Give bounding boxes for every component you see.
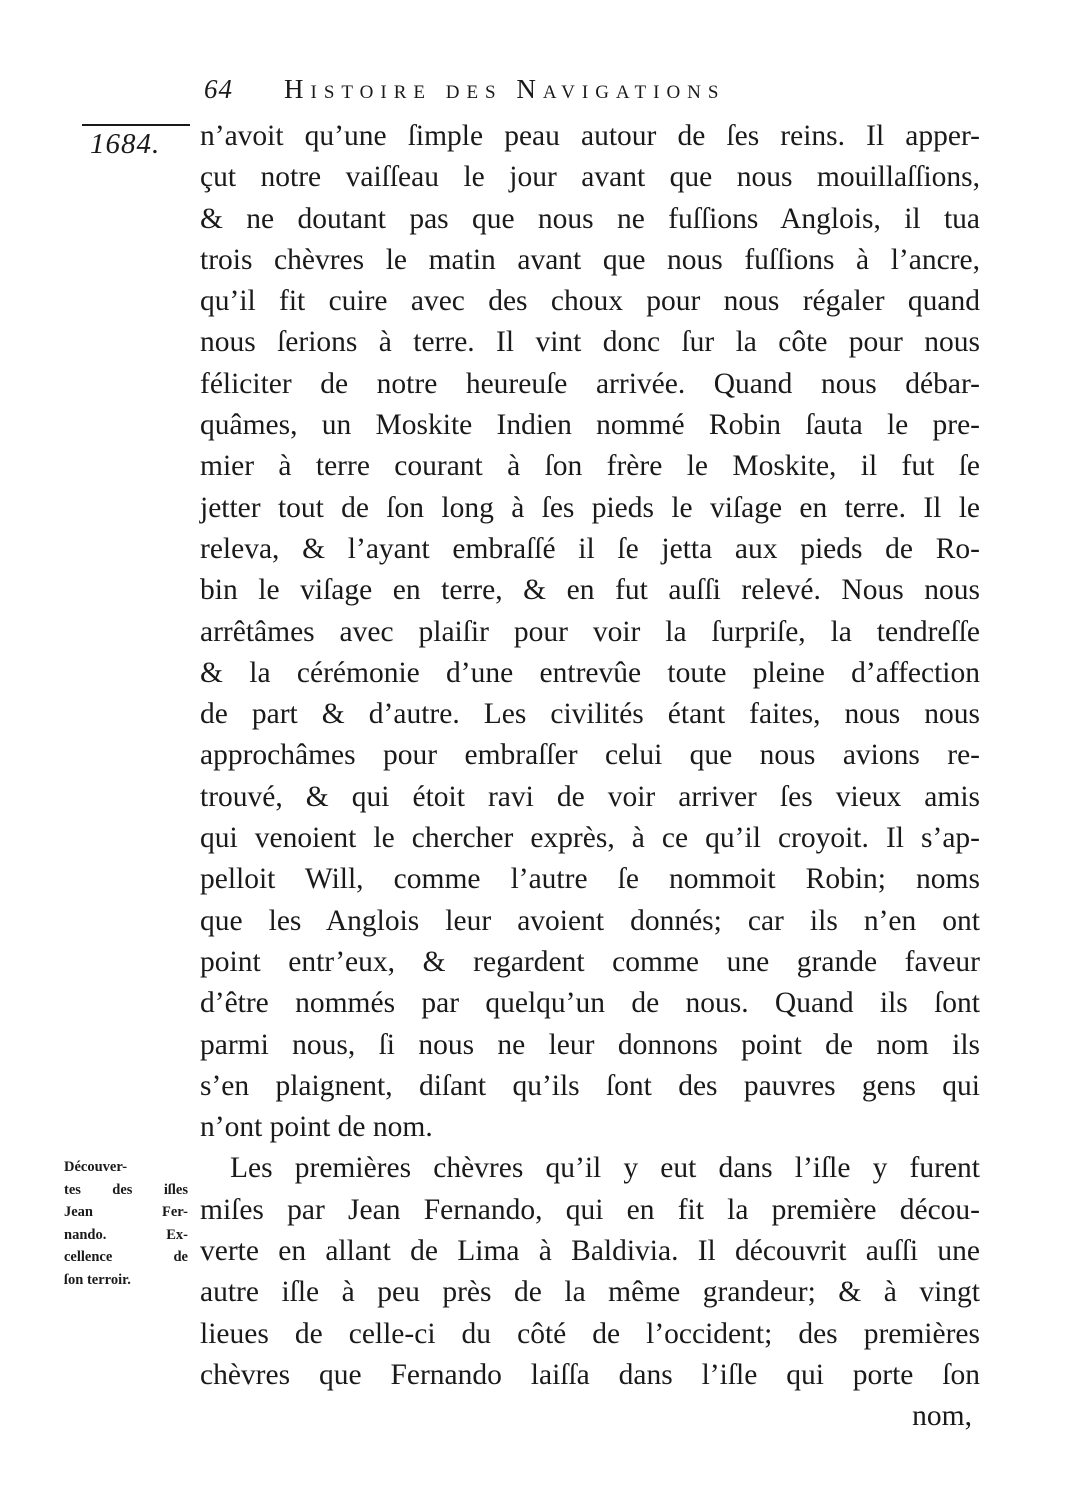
margin-note-line: cellence de	[64, 1249, 188, 1265]
text-line: & la cérémonie d’une entrevûe toute pleine d’affection	[200, 656, 980, 689]
text-line: bin le viſage en terre, & en fut auſſi relevé. Nous nous	[200, 574, 980, 607]
running-head	[200, 66, 980, 110]
text-line: lieues de celle-ci du côté de l’occident; des premières	[200, 1317, 980, 1350]
text-line: pelloit Will, comme l’autre ſe nommoit Robin; noms	[200, 863, 980, 896]
text-line: approchâmes pour embraſſer celui que nous avions re-	[200, 739, 980, 772]
text-line: qu’il fit cuire avec des choux pour nous régaler quand	[200, 285, 980, 318]
text-line: que les Anglois leur avoient donnés; car ils n’en ont	[200, 904, 980, 937]
text-line: trouvé, & qui étoit ravi de voir arriver ſes vieux amis	[200, 780, 980, 813]
text-line: quâmes, un Moskite Indien nommé Robin ſauta le pre-	[200, 409, 980, 442]
margin-note-line: ſon terroir.	[64, 1271, 131, 1288]
text-line: n’ont point de nom.	[200, 1111, 433, 1144]
text-line: mier à terre courant à ſon frère le Moskite, il fut ſe	[200, 450, 980, 483]
text-line: point entr’eux, & regardent comme une grande faveur	[200, 945, 980, 978]
text-line: & ne doutant pas que nous ne fuſſions Anglois, il tua	[200, 202, 980, 235]
margin-note-line: Jean Fer-	[64, 1204, 188, 1220]
text-line: trois chèvres le matin avant que nous fuſſions à l’ancre,	[200, 243, 980, 276]
text-line: releva, & l’ayant embraſſé il ſe jetta aux pieds de Ro-	[200, 532, 980, 565]
text-line: chèvres que Fernando laiſſa dans l’iſle qui porte ſon	[200, 1358, 980, 1391]
running-title: Histoire des Navigations	[284, 74, 726, 104]
text-line: miſes par Jean Fernando, qui en fit la première décou-	[200, 1193, 980, 1226]
margin-note-line: nando. Ex-	[64, 1226, 188, 1243]
page-number: 64	[204, 74, 233, 104]
margin-note-line: Découver-	[64, 1159, 128, 1175]
text-line: féliciter de notre heureuſe arrivée. Quand nous débar-	[200, 367, 980, 400]
text-line: n’avoit qu’une ſimple peau autour de ſes reins. Il apper-	[200, 120, 980, 152]
text-line: parmi nous, ſi nous ne leur donnons point de nom ils	[200, 1028, 980, 1061]
text-line: d’être nommés par quelqu’un de nous. Quand ils ſont	[200, 987, 980, 1020]
text-line: çut notre vaiſſeau le jour avant que nous mouillaſſions,	[200, 161, 980, 194]
text-line: de part & d’autre. Les civilités étant faites, nous nous	[200, 698, 980, 731]
body-text	[200, 116, 980, 1438]
margin-note-line: tes des iſles	[64, 1181, 188, 1198]
catchword: nom,	[912, 1400, 972, 1433]
margin-year: 1684.	[90, 128, 161, 160]
text-line: autre iſle à peu près de la même grandeur; & à vingt	[200, 1276, 980, 1309]
text-line: qui venoient le chercher exprès, à ce qu’il croyoit. Il s’ap-	[200, 822, 980, 855]
text-line: nous ſerions à terre. Il vint donc ſur la côte pour nous	[200, 326, 980, 359]
text-line: jetter tout de ſon long à ſes pieds le viſage en terre. Il le	[200, 491, 980, 524]
text-line: Les premières chèvres qu’il y eut dans l’iſle y furent	[230, 1152, 980, 1185]
text-line: arrêtâmes avec plaiſir pour voir la ſurpriſe, la tendreſſe	[200, 615, 980, 648]
text-line: s’en plaignent, diſant qu’ils ſont des pauvres gens qui	[200, 1069, 980, 1102]
year-rule	[82, 124, 190, 126]
margin-note	[64, 1156, 188, 1291]
text-line: verte en allant de Lima à Baldivia. Il découvrit auſſi une	[200, 1235, 980, 1268]
